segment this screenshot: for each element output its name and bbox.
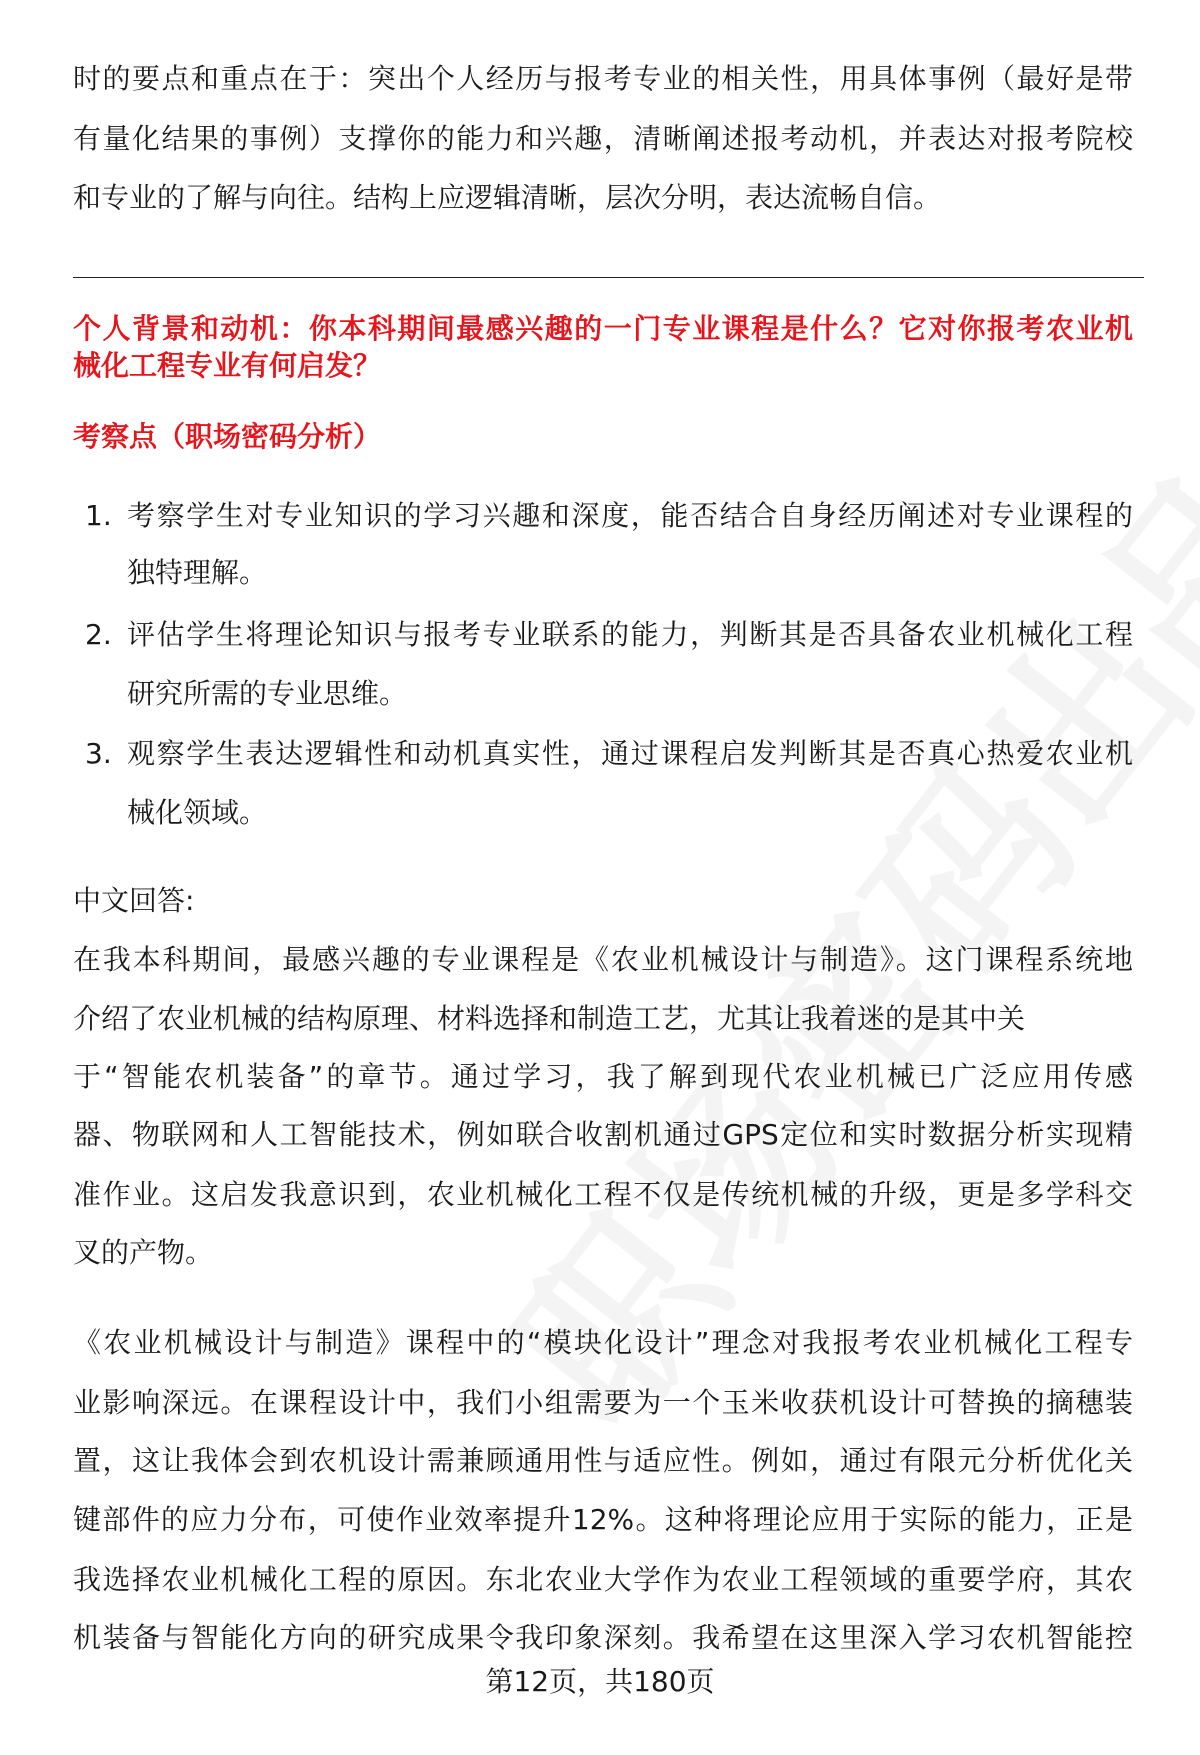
answer-label: 中文回答: [73, 884, 195, 917]
page-number: 第12页，共180页 [485, 1665, 715, 1698]
list-item: 研究所需的专业思维。 [127, 677, 408, 710]
list-item: 独特理解。 [127, 556, 268, 589]
answer-line: 置，这让我体会到农机设计需兼顾通用性与适应性。例如，通过有限元分析优化关 [73, 1444, 1133, 1477]
answer-line: 在我本科期间，最感兴趣的专业课程是《农业机械设计与制造》。这门课程系统地 [73, 943, 1133, 976]
answer-line: 准作业。这启发我意识到，农业机械化工程不仅是传统机械的升级，更是多学科交 [73, 1178, 1133, 1211]
intro-line: 时的要点和重点在于：突出个人经历与报考专业的相关性，用具体事例（最好是带 [73, 62, 1133, 95]
list-item: 评估学生将理论知识与报考专业联系的能力，判断其是否具备农业机械化工程 [127, 618, 1133, 651]
list-item: 械化领域。 [127, 796, 268, 829]
answer-line: 我选择农业机械化工程的原因。东北农业大学作为农业工程领域的重要学府，其农 [73, 1563, 1133, 1596]
question-heading: 个人背景和动机：你本科期间最感兴趣的一门专业课程是什么？它对你报考农业机 [73, 312, 1133, 345]
list-item: 观察学生表达逻辑性和动机真实性，通过课程启发判断其是否真心热爱农业机 [127, 737, 1133, 770]
section-divider [73, 277, 1144, 278]
answer-line: 介绍了农业机械的结构原理、材料选择和制造工艺，尤其让我着迷的是其中关 [73, 1002, 1026, 1035]
intro-line: 有量化结果的事例）支撑你的能力和兴趣，清晰阐述报考动机，并表达对报考院校 [73, 122, 1133, 155]
answer-line: 叉的产物。 [73, 1236, 214, 1269]
list-number: 2. [85, 618, 112, 651]
answer-line: 《农业机械设计与制造》课程中的“模块化设计”理念对我报考农业机械化工程专 [73, 1326, 1133, 1359]
list-number: 3. [85, 737, 112, 770]
answer-line: 器、物联网和人工智能技术，例如联合收割机通过GPS定位和实时数据分析实现精 [73, 1118, 1133, 1151]
assessment-title: 考察点（职场密码分析） [73, 420, 382, 453]
intro-line: 和专业的了解与向往。结构上应逻辑清晰，层次分明，表达流畅自信。 [73, 181, 942, 214]
list-number: 1. [85, 499, 112, 532]
answer-line: 机装备与智能化方向的研究成果令我印象深刻。我希望在这里深入学习农机智能控 [73, 1621, 1133, 1654]
answer-line: 键部件的应力分布，可使作业效率提升12%。这种将理论应用于实际的能力，正是 [73, 1503, 1133, 1536]
list-item: 考察学生对专业知识的学习兴趣和深度，能否结合自身经历阐述对专业课程的 [127, 499, 1133, 532]
question-heading: 械化工程专业有何启发？ [73, 349, 382, 382]
answer-line: 业影响深远。在课程设计中，我们小组需要为一个玉米收获机设计可替换的摘穗装 [73, 1386, 1133, 1419]
answer-line: 于“智能农机装备”的章节。通过学习，我了解到现代农业机械已广泛应用传感 [73, 1060, 1133, 1093]
